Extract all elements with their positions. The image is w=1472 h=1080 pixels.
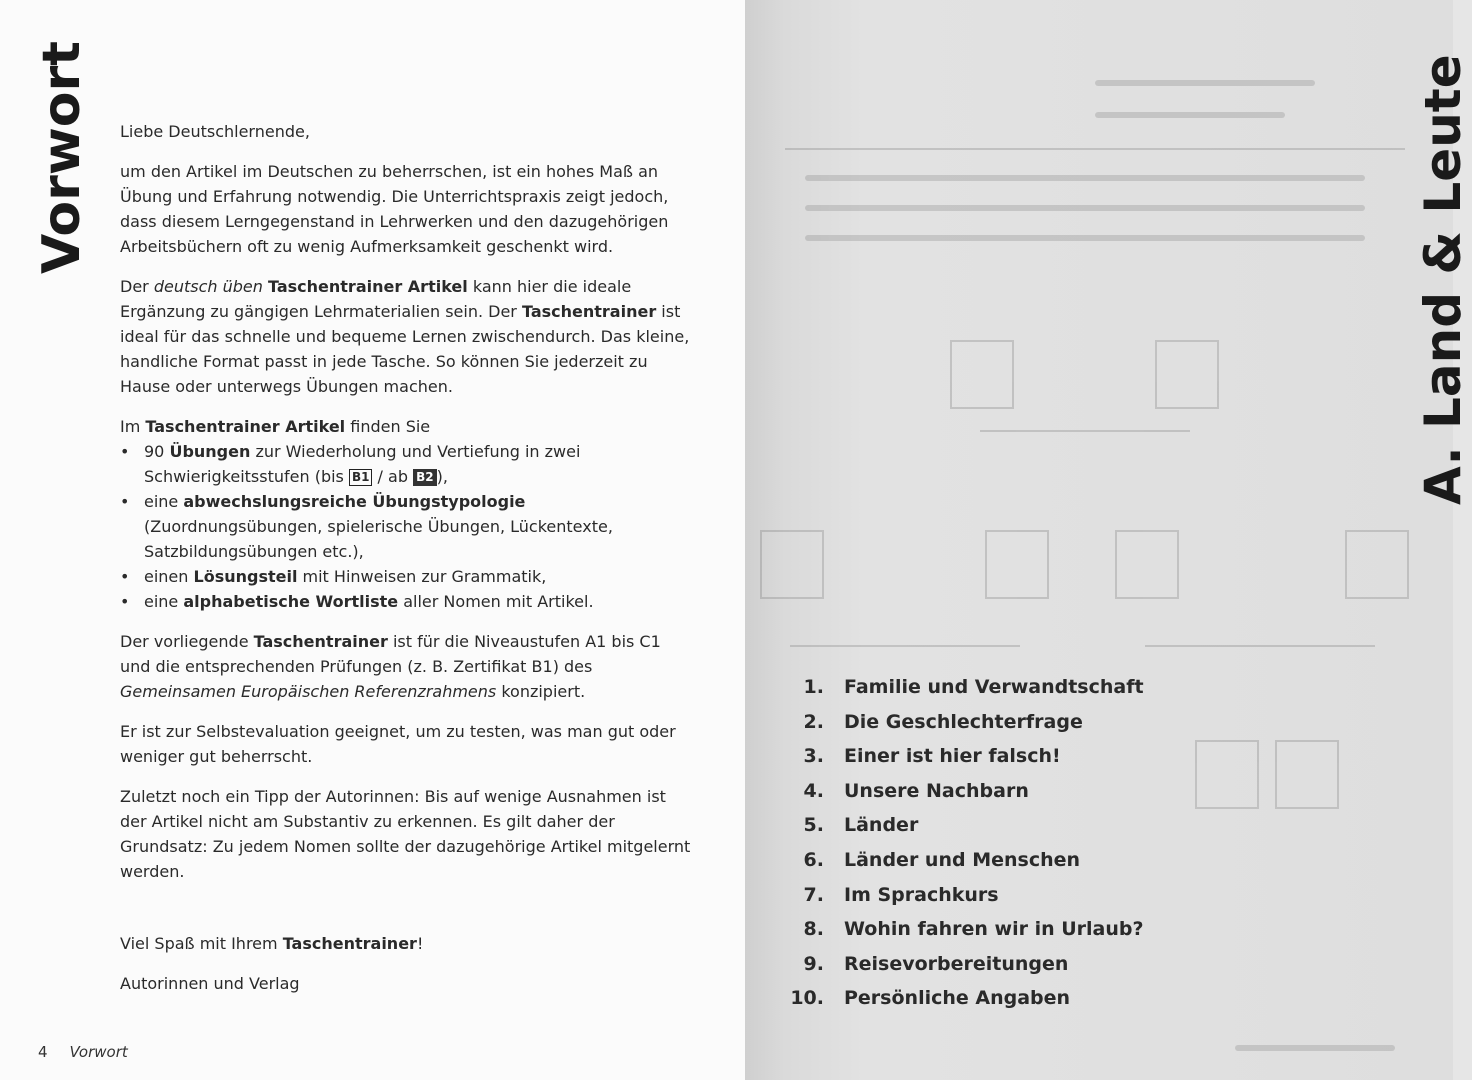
toc-title: Länder und Menschen xyxy=(844,848,1081,871)
text-run-italic: deutsch üben xyxy=(153,277,263,296)
ghost-portrait xyxy=(1155,340,1219,409)
toc-number: 1. xyxy=(803,676,824,698)
toc-title: Einer ist hier falsch! xyxy=(844,745,1061,768)
text-run: zur Wiederholung und Vertiefung in zwei Schwierigkeitsstufen (bis xyxy=(144,442,581,486)
toc-number: 6. xyxy=(803,848,824,871)
toc-item xyxy=(786,878,1144,913)
ghost-portrait xyxy=(1195,740,1259,809)
ghost-portrait xyxy=(1275,740,1339,809)
ghost-portrait xyxy=(985,530,1049,599)
right-side-title: A. Land & Leute xyxy=(1414,54,1472,505)
text-run: finden Sie xyxy=(345,417,431,436)
ghost-rule xyxy=(790,645,1020,647)
text-run: ist für die Niveaustufen A1 bis C1 und die entsprechenden Prüfungen (z. B. Zertifikat B1) des xyxy=(120,632,661,676)
paragraph-1: um den Artikel im Deutschen zu beherrschen, ist ein hohes Maß an Übung und Erfahrung notwendig. Die Unterrichtspraxis zeigt jedoch, dass diesem Lerngegenstand in Lehrwerken und den dazugehörigen Arbeitsbüchern oft zu wenig Aufmerksamkeit geschenkt wird. xyxy=(120,162,669,256)
text-run-bold: alphabetische Wortliste xyxy=(183,592,399,611)
paragraph-4: Er ist zur Selbstevaluation geeignet, um zu testen, was man gut oder weniger gut beherrscht. xyxy=(120,722,676,766)
toc-number: 10. xyxy=(790,987,824,1010)
text-run: eine xyxy=(144,592,184,611)
toc-item xyxy=(786,705,1144,740)
toc-number: 7. xyxy=(803,883,824,906)
toc-title: Wohin fahren wir in Urlaub? xyxy=(844,918,1144,941)
toc-item xyxy=(786,774,1144,809)
ghost-rule xyxy=(785,148,1405,150)
text-run: ! xyxy=(416,934,424,953)
list-item xyxy=(120,439,695,489)
text-run: ist ideal für das schnelle und bequeme Lernen zwischendurch. Das kleine, handliche Format passt in jede Tasche. So können Sie jederzeit zu Hause oder unterwegs Übungen machen. xyxy=(120,302,690,396)
toc-title: Familie und Verwandtschaft xyxy=(844,676,1144,698)
text-run: Der vorliegende xyxy=(120,632,254,651)
ghost-rule xyxy=(1145,645,1375,647)
ghost-rule xyxy=(980,430,1190,432)
text-run-bold: Taschentrainer Artikel xyxy=(145,417,346,436)
toc-item xyxy=(786,843,1144,878)
level-badge-b2: B2 xyxy=(413,469,437,486)
toc-title: Unsere Nachbarn xyxy=(844,779,1029,802)
text-run-italic: Gemeinsamen Europäischen Referenzrahmens xyxy=(120,682,497,701)
text-run: ), xyxy=(436,467,448,486)
text-run-bold: Taschentrainer Artikel xyxy=(267,277,468,296)
paragraph-2 xyxy=(120,274,695,399)
toc-title: Länder xyxy=(844,814,919,837)
toc-number: 2. xyxy=(803,710,824,733)
paragraph-3 xyxy=(120,629,695,704)
ghost-line xyxy=(1095,112,1285,118)
text-run-bold: abwechslungsreiche Übungstypologie xyxy=(183,492,526,511)
text-run: (Zuordnungsübungen, spielerische Übungen, Lückentexte, Satzbildungsübungen etc.), xyxy=(144,517,613,561)
text-run: aller Nomen mit Artikel. xyxy=(398,592,594,611)
ghost-portrait xyxy=(1345,530,1409,599)
list-intro xyxy=(120,414,695,439)
ghost-portrait xyxy=(950,340,1014,409)
paragraph-5: Zuletzt noch ein Tipp der Autorinnen: Bis auf wenige Ausnahmen ist der Artikel nicht am Substantiv zu erkennen. Es gilt daher der Grundsatz: Zu jedem Nomen sollte der dazugehörige Artikel mitgelernt werden. xyxy=(120,787,691,881)
closing-line xyxy=(120,931,695,956)
toc-number: 3. xyxy=(803,745,824,768)
feature-list xyxy=(120,439,695,614)
text-run: 90 xyxy=(144,442,170,461)
text-run: eine xyxy=(144,492,184,511)
signature: Autorinnen und Verlag xyxy=(120,974,300,993)
text-run: Viel Spaß mit Ihrem xyxy=(120,934,283,953)
text-run: einen xyxy=(144,567,194,586)
list-item xyxy=(120,589,695,614)
text-run: mit Hinweisen zur Grammatik, xyxy=(297,567,547,586)
toc-title: Im Sprachkurs xyxy=(844,883,999,906)
toc-item xyxy=(786,981,1144,1016)
text-run: kann hier die ideale Ergänzung zu gängigen Lehrmaterialien sein. Der xyxy=(120,277,632,321)
toc-number: 4. xyxy=(803,779,824,802)
text-run-bold: Lösungsteil xyxy=(193,567,298,586)
text-run-bold: Taschentrainer xyxy=(282,934,417,953)
list-item xyxy=(120,489,695,564)
text-run-bold: Übungen xyxy=(169,442,251,461)
ghost-line xyxy=(1095,80,1315,86)
toc-title: Persönliche Angaben xyxy=(844,987,1071,1010)
text-run: konzipiert. xyxy=(496,682,586,701)
ghost-line xyxy=(805,235,1365,241)
text-run: / ab xyxy=(372,467,414,486)
page-number: 4 xyxy=(38,1043,48,1061)
toc-item xyxy=(786,808,1144,843)
ghost-line xyxy=(1235,1045,1395,1051)
toc-item xyxy=(786,912,1144,947)
ghost-portrait xyxy=(1115,530,1179,599)
ghost-line xyxy=(805,175,1365,181)
toc-number: 5. xyxy=(803,814,824,837)
left-side-title: Vorwort xyxy=(32,40,92,274)
table-of-contents xyxy=(786,670,1144,1016)
foreword-text xyxy=(120,119,695,1011)
toc-item xyxy=(786,670,1144,705)
text-run: Im xyxy=(120,417,146,436)
toc-item xyxy=(786,947,1144,982)
toc-number: 9. xyxy=(803,952,824,975)
text-run: Der xyxy=(120,277,154,296)
toc-item xyxy=(786,739,1144,774)
toc-title: Reisevorbereitungen xyxy=(844,952,1069,975)
toc-number: 8. xyxy=(803,918,824,941)
text-run-bold: Taschentrainer xyxy=(521,302,657,321)
ghost-line xyxy=(805,205,1365,211)
salutation: Liebe Deutschlernende, xyxy=(120,122,310,141)
ghost-portrait xyxy=(760,530,824,599)
page-footer xyxy=(38,1043,128,1061)
level-badge-b1: B1 xyxy=(349,469,373,486)
toc-title: Die Geschlechterfrage xyxy=(844,710,1083,733)
list-item xyxy=(120,564,695,589)
footer-title: Vorwort xyxy=(69,1043,128,1061)
text-run-bold: Taschentrainer xyxy=(253,632,388,651)
